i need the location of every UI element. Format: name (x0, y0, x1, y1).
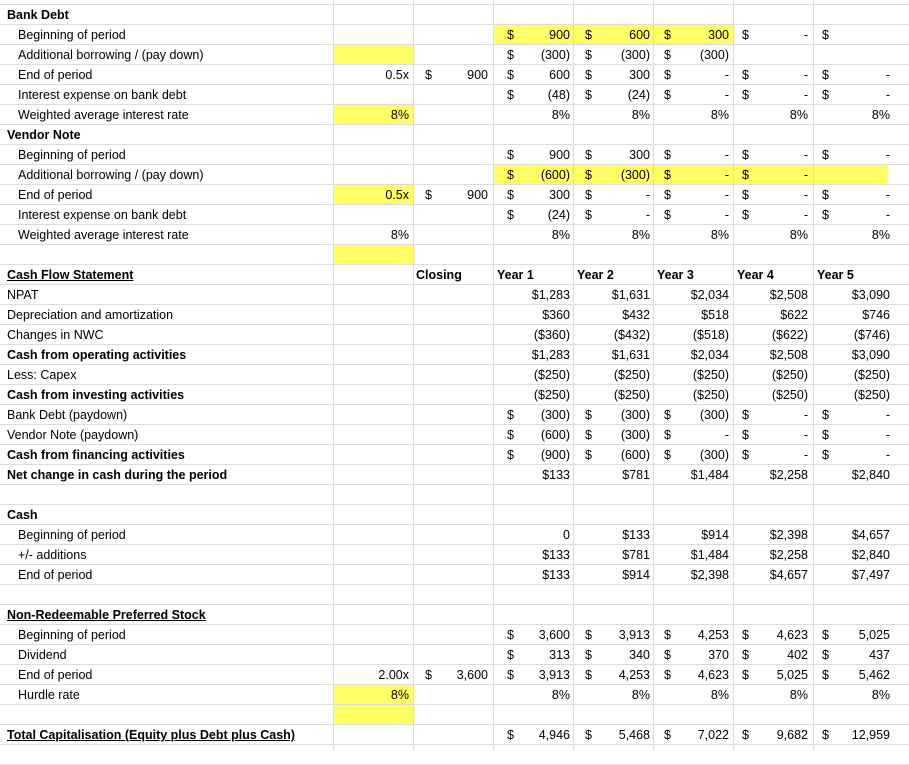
row-label[interactable]: Dividend (18, 648, 67, 662)
dollar-sign[interactable]: $ (742, 428, 749, 442)
value-cell[interactable]: 8% (551, 108, 570, 122)
dollar-sign[interactable]: $ (585, 168, 592, 182)
value-cell[interactable]: $3,090 (851, 288, 890, 302)
dollar-sign[interactable]: $ (742, 188, 749, 202)
dollar-sign[interactable]: $ (742, 208, 749, 222)
gridline (573, 0, 574, 750)
value-cell[interactable]: $2,840 (851, 548, 890, 562)
value-cell[interactable]: - (724, 88, 729, 102)
value-cell[interactable]: ($518) (692, 328, 729, 342)
value-cell[interactable]: ($250) (853, 368, 890, 382)
dollar-sign[interactable]: $ (664, 168, 671, 182)
dollar-sign[interactable]: $ (507, 28, 514, 42)
row-label[interactable]: Depreciation and amortization (7, 308, 174, 322)
value-cell[interactable]: (300) (699, 408, 729, 422)
value-cell[interactable]: (600) (540, 428, 570, 442)
value-cell[interactable]: 4,253 (697, 628, 729, 642)
value-cell[interactable]: 3,600 (538, 628, 570, 642)
dollar-sign[interactable]: $ (585, 148, 592, 162)
dollar-sign[interactable]: $ (664, 408, 671, 422)
dollar-sign[interactable]: $ (585, 428, 592, 442)
value-cell[interactable]: 8% (710, 688, 729, 702)
value-cell[interactable]: ($250) (533, 388, 570, 402)
value-cell[interactable]: $518 (701, 308, 729, 322)
gridline (653, 0, 654, 750)
dollar-sign[interactable]: $ (507, 148, 514, 162)
value-cell[interactable]: 300 (708, 28, 729, 42)
value-cell[interactable]: - (885, 188, 890, 202)
gridline (813, 0, 814, 750)
value-cell[interactable]: $1,484 (690, 548, 729, 562)
dollar-sign[interactable]: $ (664, 188, 671, 202)
value-cell[interactable]: 370 (708, 648, 729, 662)
value-cell[interactable]: - (724, 188, 729, 202)
value-cell[interactable]: - (803, 88, 808, 102)
value-cell[interactable]: ($432) (613, 328, 650, 342)
dollar-sign[interactable]: $ (585, 648, 592, 662)
gridline (0, 684, 909, 685)
dollar-sign[interactable]: $ (742, 648, 749, 662)
gridline (413, 0, 414, 750)
value-cell[interactable]: $622 (780, 308, 808, 322)
row-label[interactable]: Cash from operating activities (7, 348, 187, 362)
input-multiple[interactable]: 2.00x (378, 668, 409, 682)
value-cell[interactable]: (300) (620, 48, 650, 62)
row-label[interactable]: +/- additions (18, 548, 87, 562)
value-cell[interactable]: $1,631 (611, 288, 650, 302)
total-label[interactable]: Total Capitalisation (Equity plus Debt plus Cash) (7, 728, 295, 742)
value-cell[interactable]: 8% (789, 228, 808, 242)
dollar-sign[interactable]: $ (664, 448, 671, 462)
value-cell[interactable]: $914 (622, 568, 650, 582)
gridline (0, 144, 909, 145)
value-cell[interactable]: - (803, 188, 808, 202)
row-label[interactable]: End of period (18, 188, 93, 202)
row-label[interactable]: Hurdle rate (18, 688, 80, 702)
year-header[interactable]: Year 3 (657, 268, 694, 282)
value-cell[interactable]: - (803, 28, 808, 42)
year-header[interactable]: Year 4 (737, 268, 774, 282)
value-cell[interactable]: ($250) (533, 368, 570, 382)
row-label[interactable]: End of period (18, 668, 93, 682)
dollar-sign[interactable]: $ (822, 668, 829, 682)
row-label[interactable]: Beginning of period (18, 528, 126, 542)
value-cell[interactable]: 340 (629, 648, 650, 662)
value-cell[interactable]: $1,484 (690, 468, 729, 482)
row-label[interactable]: Bank Debt (paydown) (7, 408, 128, 422)
value-cell[interactable]: 300 (549, 188, 570, 202)
value-cell[interactable]: $2,398 (769, 528, 808, 542)
value-cell[interactable]: 8% (631, 108, 650, 122)
dollar-sign[interactable]: $ (585, 628, 592, 642)
row-label[interactable]: Weighted average interest rate (18, 228, 189, 242)
input-rate[interactable]: 8% (390, 108, 409, 122)
value-cell[interactable]: - (885, 148, 890, 162)
input-multiple[interactable]: 0.5x (385, 188, 409, 202)
value-cell[interactable]: - (885, 428, 890, 442)
value-cell[interactable]: $2,840 (851, 468, 890, 482)
dollar-sign[interactable]: $ (664, 88, 671, 102)
dollar-sign[interactable]: $ (742, 68, 749, 82)
year-header[interactable]: Year 5 (817, 268, 854, 282)
gridline (733, 0, 734, 750)
row-label[interactable]: Additional borrowing / (pay down) (18, 48, 204, 62)
value-cell[interactable]: - (645, 188, 650, 202)
dollar-sign[interactable]: $ (507, 628, 514, 642)
row-label[interactable]: Vendor Note (paydown) (7, 428, 139, 442)
dollar-sign[interactable]: $ (585, 448, 592, 462)
value-cell[interactable]: $1,631 (611, 348, 650, 362)
value-cell[interactable]: $2,508 (769, 288, 808, 302)
dollar-sign[interactable]: $ (585, 408, 592, 422)
value-cell[interactable]: 8% (871, 228, 890, 242)
dollar-sign[interactable]: $ (822, 448, 829, 462)
dollar-sign[interactable]: $ (742, 448, 749, 462)
value-cell[interactable]: (300) (540, 408, 570, 422)
gridline (0, 644, 909, 645)
dollar-sign[interactable]: $ (507, 648, 514, 662)
value-cell[interactable]: (900) (540, 448, 570, 462)
dollar-sign[interactable]: $ (664, 68, 671, 82)
value-cell[interactable]: (300) (699, 48, 729, 62)
value-cell[interactable]: - (885, 208, 890, 222)
gridline (0, 24, 909, 25)
value-cell[interactable]: 600 (549, 68, 570, 82)
closing-header[interactable]: Closing (416, 268, 462, 282)
value-cell[interactable]: 5,025 (858, 628, 890, 642)
value-cell[interactable]: 5,025 (776, 668, 808, 682)
input-multiple[interactable]: 0.5x (385, 68, 409, 82)
dollar-sign[interactable]: $ (585, 728, 592, 742)
value-cell[interactable]: 900 (549, 148, 570, 162)
value-cell[interactable]: (600) (620, 448, 650, 462)
value-cell[interactable]: ($622) (771, 328, 808, 342)
value-cell[interactable]: 600 (629, 28, 650, 42)
dollar-sign[interactable]: $ (664, 428, 671, 442)
value-cell[interactable]: ($250) (771, 368, 808, 382)
row-label[interactable]: Beginning of period (18, 28, 126, 42)
dollar-sign[interactable]: $ (822, 628, 829, 642)
value-cell[interactable]: $133 (542, 548, 570, 562)
dollar-sign[interactable]: $ (742, 168, 749, 182)
total-value[interactable]: 7,022 (697, 728, 729, 742)
value-cell[interactable]: ($250) (771, 388, 808, 402)
input-highlight (333, 45, 413, 65)
dollar-sign[interactable]: $ (822, 68, 829, 82)
dollar-sign[interactable]: $ (507, 168, 514, 182)
value-cell[interactable]: 8% (871, 108, 890, 122)
input-value[interactable]: 900 (467, 68, 488, 82)
dollar-sign[interactable]: $ (585, 88, 592, 102)
value-cell[interactable]: 8% (551, 688, 570, 702)
dollar-sign[interactable]: $ (742, 628, 749, 642)
value-cell[interactable]: 437 (869, 648, 890, 662)
dollar-sign[interactable]: $ (742, 88, 749, 102)
value-cell[interactable]: - (803, 148, 808, 162)
row-label[interactable]: Weighted average interest rate (18, 108, 189, 122)
value-cell[interactable]: 8% (871, 688, 890, 702)
value-cell[interactable]: $914 (701, 528, 729, 542)
dollar-sign[interactable]: $ (664, 28, 671, 42)
value-cell[interactable]: 8% (631, 688, 650, 702)
value-cell[interactable]: - (803, 428, 808, 442)
dollar-sign[interactable]: $ (822, 28, 829, 42)
bank_debt-title[interactable]: Bank Debt (7, 8, 69, 22)
dollar-sign[interactable]: $ (822, 408, 829, 422)
dollar-sign[interactable]: $ (664, 48, 671, 62)
dollar-sign[interactable]: $ (742, 148, 749, 162)
value-cell[interactable]: 300 (629, 68, 650, 82)
value-cell[interactable]: $781 (622, 548, 650, 562)
dollar-sign[interactable]: $ (742, 728, 749, 742)
value-cell[interactable]: 8% (631, 228, 650, 242)
value-cell[interactable]: 8% (789, 688, 808, 702)
value-cell[interactable]: $133 (542, 568, 570, 582)
value-cell[interactable]: 0 (563, 528, 570, 542)
value-cell[interactable]: $432 (622, 308, 650, 322)
row-label[interactable]: Changes in NWC (7, 328, 104, 342)
value-cell[interactable]: - (724, 168, 729, 182)
dollar-sign[interactable]: $ (507, 728, 514, 742)
total-value[interactable]: 12,959 (851, 728, 890, 742)
input-dollar[interactable]: $ (425, 668, 432, 682)
value-cell[interactable]: - (803, 68, 808, 82)
value-cell[interactable]: - (885, 408, 890, 422)
value-cell[interactable]: 5,462 (858, 668, 890, 682)
row-label[interactable]: Beginning of period (18, 148, 126, 162)
dollar-sign[interactable]: $ (507, 408, 514, 422)
value-cell[interactable]: $1,283 (531, 288, 570, 302)
value-cell[interactable]: $2,258 (769, 548, 808, 562)
value-cell[interactable]: $1,283 (531, 348, 570, 362)
cash-flow-title[interactable]: Cash Flow Statement (7, 268, 134, 282)
dollar-sign[interactable]: $ (742, 668, 749, 682)
row-label[interactable]: End of period (18, 568, 93, 582)
value-cell[interactable]: - (724, 68, 729, 82)
value-cell[interactable]: - (645, 208, 650, 222)
value-cell[interactable]: ($250) (853, 388, 890, 402)
row-label[interactable]: Beginning of period (18, 628, 126, 642)
value-cell[interactable]: ($250) (692, 368, 729, 382)
value-cell[interactable]: ($746) (853, 328, 890, 342)
gridline (0, 704, 909, 705)
dollar-sign[interactable]: $ (585, 188, 592, 202)
gridline (333, 0, 334, 750)
dollar-sign[interactable]: $ (507, 208, 514, 222)
value-cell[interactable]: (48) (547, 88, 570, 102)
value-cell[interactable]: $2,034 (690, 348, 729, 362)
total-value[interactable]: 5,468 (618, 728, 650, 742)
value-cell[interactable]: $360 (542, 308, 570, 322)
value-cell[interactable]: - (885, 88, 890, 102)
input-value[interactable]: 3,600 (456, 668, 488, 682)
value-cell[interactable]: ($250) (692, 388, 729, 402)
row-label[interactable]: Less: Capex (7, 368, 77, 382)
cash-title[interactable]: Cash (7, 508, 38, 522)
value-cell[interactable]: $133 (542, 468, 570, 482)
value-cell[interactable]: $2,398 (690, 568, 729, 582)
value-cell[interactable]: $133 (622, 528, 650, 542)
value-cell[interactable]: $2,258 (769, 468, 808, 482)
value-cell[interactable]: 300 (629, 148, 650, 162)
year-header[interactable]: Year 2 (577, 268, 614, 282)
dollar-sign[interactable]: $ (507, 188, 514, 202)
dollar-sign[interactable]: $ (742, 408, 749, 422)
value-cell[interactable]: (24) (627, 88, 650, 102)
dollar-sign[interactable]: $ (507, 68, 514, 82)
value-cell[interactable]: ($360) (533, 328, 570, 342)
value-cell[interactable]: - (803, 408, 808, 422)
gridline (0, 504, 909, 505)
row-label[interactable]: Interest expense on bank debt (18, 88, 187, 102)
total-value[interactable]: 4,946 (538, 728, 570, 742)
row-label[interactable]: Interest expense on bank debt (18, 208, 187, 222)
value-cell[interactable]: 8% (789, 108, 808, 122)
value-cell[interactable]: ($250) (613, 388, 650, 402)
total-value[interactable]: 9,682 (776, 728, 808, 742)
value-cell[interactable]: - (803, 448, 808, 462)
value-cell[interactable]: 4,623 (697, 668, 729, 682)
gridline (493, 0, 494, 750)
value-cell[interactable]: (300) (620, 168, 650, 182)
dollar-sign[interactable]: $ (664, 148, 671, 162)
row-label[interactable]: Net change in cash during the period (7, 468, 228, 482)
row-label[interactable]: Additional borrowing / (pay down) (18, 168, 204, 182)
dollar-sign[interactable]: $ (585, 48, 592, 62)
preferred-title[interactable]: Non-Redeemable Preferred Stock (7, 608, 206, 622)
value-cell[interactable]: (300) (540, 48, 570, 62)
dollar-sign[interactable]: $ (507, 448, 514, 462)
value-cell[interactable]: $2,508 (769, 348, 808, 362)
value-cell[interactable]: ($250) (613, 368, 650, 382)
row-label[interactable]: Cash from investing activities (7, 388, 185, 402)
dollar-sign[interactable]: $ (822, 88, 829, 102)
row-label[interactable]: NPAT (7, 288, 39, 302)
value-cell[interactable]: 8% (551, 228, 570, 242)
dollar-sign[interactable]: $ (822, 208, 829, 222)
value-cell[interactable]: 8% (710, 108, 729, 122)
dollar-sign[interactable]: $ (507, 48, 514, 62)
dollar-sign[interactable]: $ (822, 728, 829, 742)
value-cell[interactable]: 4,623 (776, 628, 808, 642)
value-cell[interactable]: 313 (549, 648, 570, 662)
dollar-sign[interactable]: $ (822, 648, 829, 662)
value-cell[interactable]: $4,657 (769, 568, 808, 582)
value-cell[interactable]: 8% (710, 228, 729, 242)
dollar-sign[interactable]: $ (507, 668, 514, 682)
dollar-sign[interactable]: $ (822, 428, 829, 442)
input-highlight (333, 705, 413, 725)
gridline (0, 664, 909, 665)
dollar-sign[interactable]: $ (664, 648, 671, 662)
input-dollar[interactable]: $ (425, 68, 432, 82)
value-cell[interactable]: (300) (620, 428, 650, 442)
value-cell[interactable]: $746 (862, 308, 890, 322)
value-cell[interactable]: 4,253 (618, 668, 650, 682)
row-label[interactable]: End of period (18, 68, 93, 82)
dollar-sign[interactable]: $ (822, 148, 829, 162)
value-cell[interactable]: (24) (547, 208, 570, 222)
dollar-sign[interactable]: $ (507, 88, 514, 102)
input-highlight (493, 25, 733, 45)
dollar-sign[interactable]: $ (664, 208, 671, 222)
vendor_note-title[interactable]: Vendor Note (7, 128, 81, 142)
value-cell[interactable]: (300) (699, 448, 729, 462)
dollar-sign[interactable]: $ (742, 28, 749, 42)
dollar-sign[interactable]: $ (507, 428, 514, 442)
value-cell[interactable]: - (803, 208, 808, 222)
value-cell[interactable]: 3,913 (618, 628, 650, 642)
input-rate[interactable]: 8% (390, 228, 409, 242)
value-cell[interactable]: $781 (622, 468, 650, 482)
value-cell[interactable]: $7,497 (851, 568, 890, 582)
gridline (0, 4, 909, 5)
value-cell[interactable]: $3,090 (851, 348, 890, 362)
value-cell[interactable]: 402 (787, 648, 808, 662)
value-cell[interactable]: - (724, 428, 729, 442)
dollar-sign[interactable]: $ (585, 68, 592, 82)
value-cell[interactable]: - (803, 168, 808, 182)
value-cell[interactable]: (300) (620, 408, 650, 422)
dollar-sign[interactable]: $ (585, 208, 592, 222)
input-rate[interactable]: 8% (390, 688, 409, 702)
dollar-sign[interactable]: $ (664, 668, 671, 682)
value-cell[interactable]: - (724, 148, 729, 162)
value-cell[interactable]: (600) (540, 168, 570, 182)
value-cell[interactable]: $4,657 (851, 528, 890, 542)
year-header[interactable]: Year 1 (497, 268, 534, 282)
input-highlight (333, 245, 413, 265)
value-cell[interactable]: - (885, 448, 890, 462)
value-cell[interactable]: - (885, 68, 890, 82)
dollar-sign[interactable]: $ (822, 188, 829, 202)
value-cell[interactable]: - (724, 208, 729, 222)
input-dollar[interactable]: $ (425, 188, 432, 202)
dollar-sign[interactable]: $ (585, 668, 592, 682)
value-cell[interactable]: 900 (549, 28, 570, 42)
value-cell[interactable]: 3,913 (538, 668, 570, 682)
value-cell[interactable]: $2,034 (690, 288, 729, 302)
row-label[interactable]: Cash from financing activities (7, 448, 185, 462)
dollar-sign[interactable]: $ (664, 628, 671, 642)
dollar-sign[interactable]: $ (664, 728, 671, 742)
dollar-sign[interactable]: $ (585, 28, 592, 42)
input-value[interactable]: 900 (467, 188, 488, 202)
